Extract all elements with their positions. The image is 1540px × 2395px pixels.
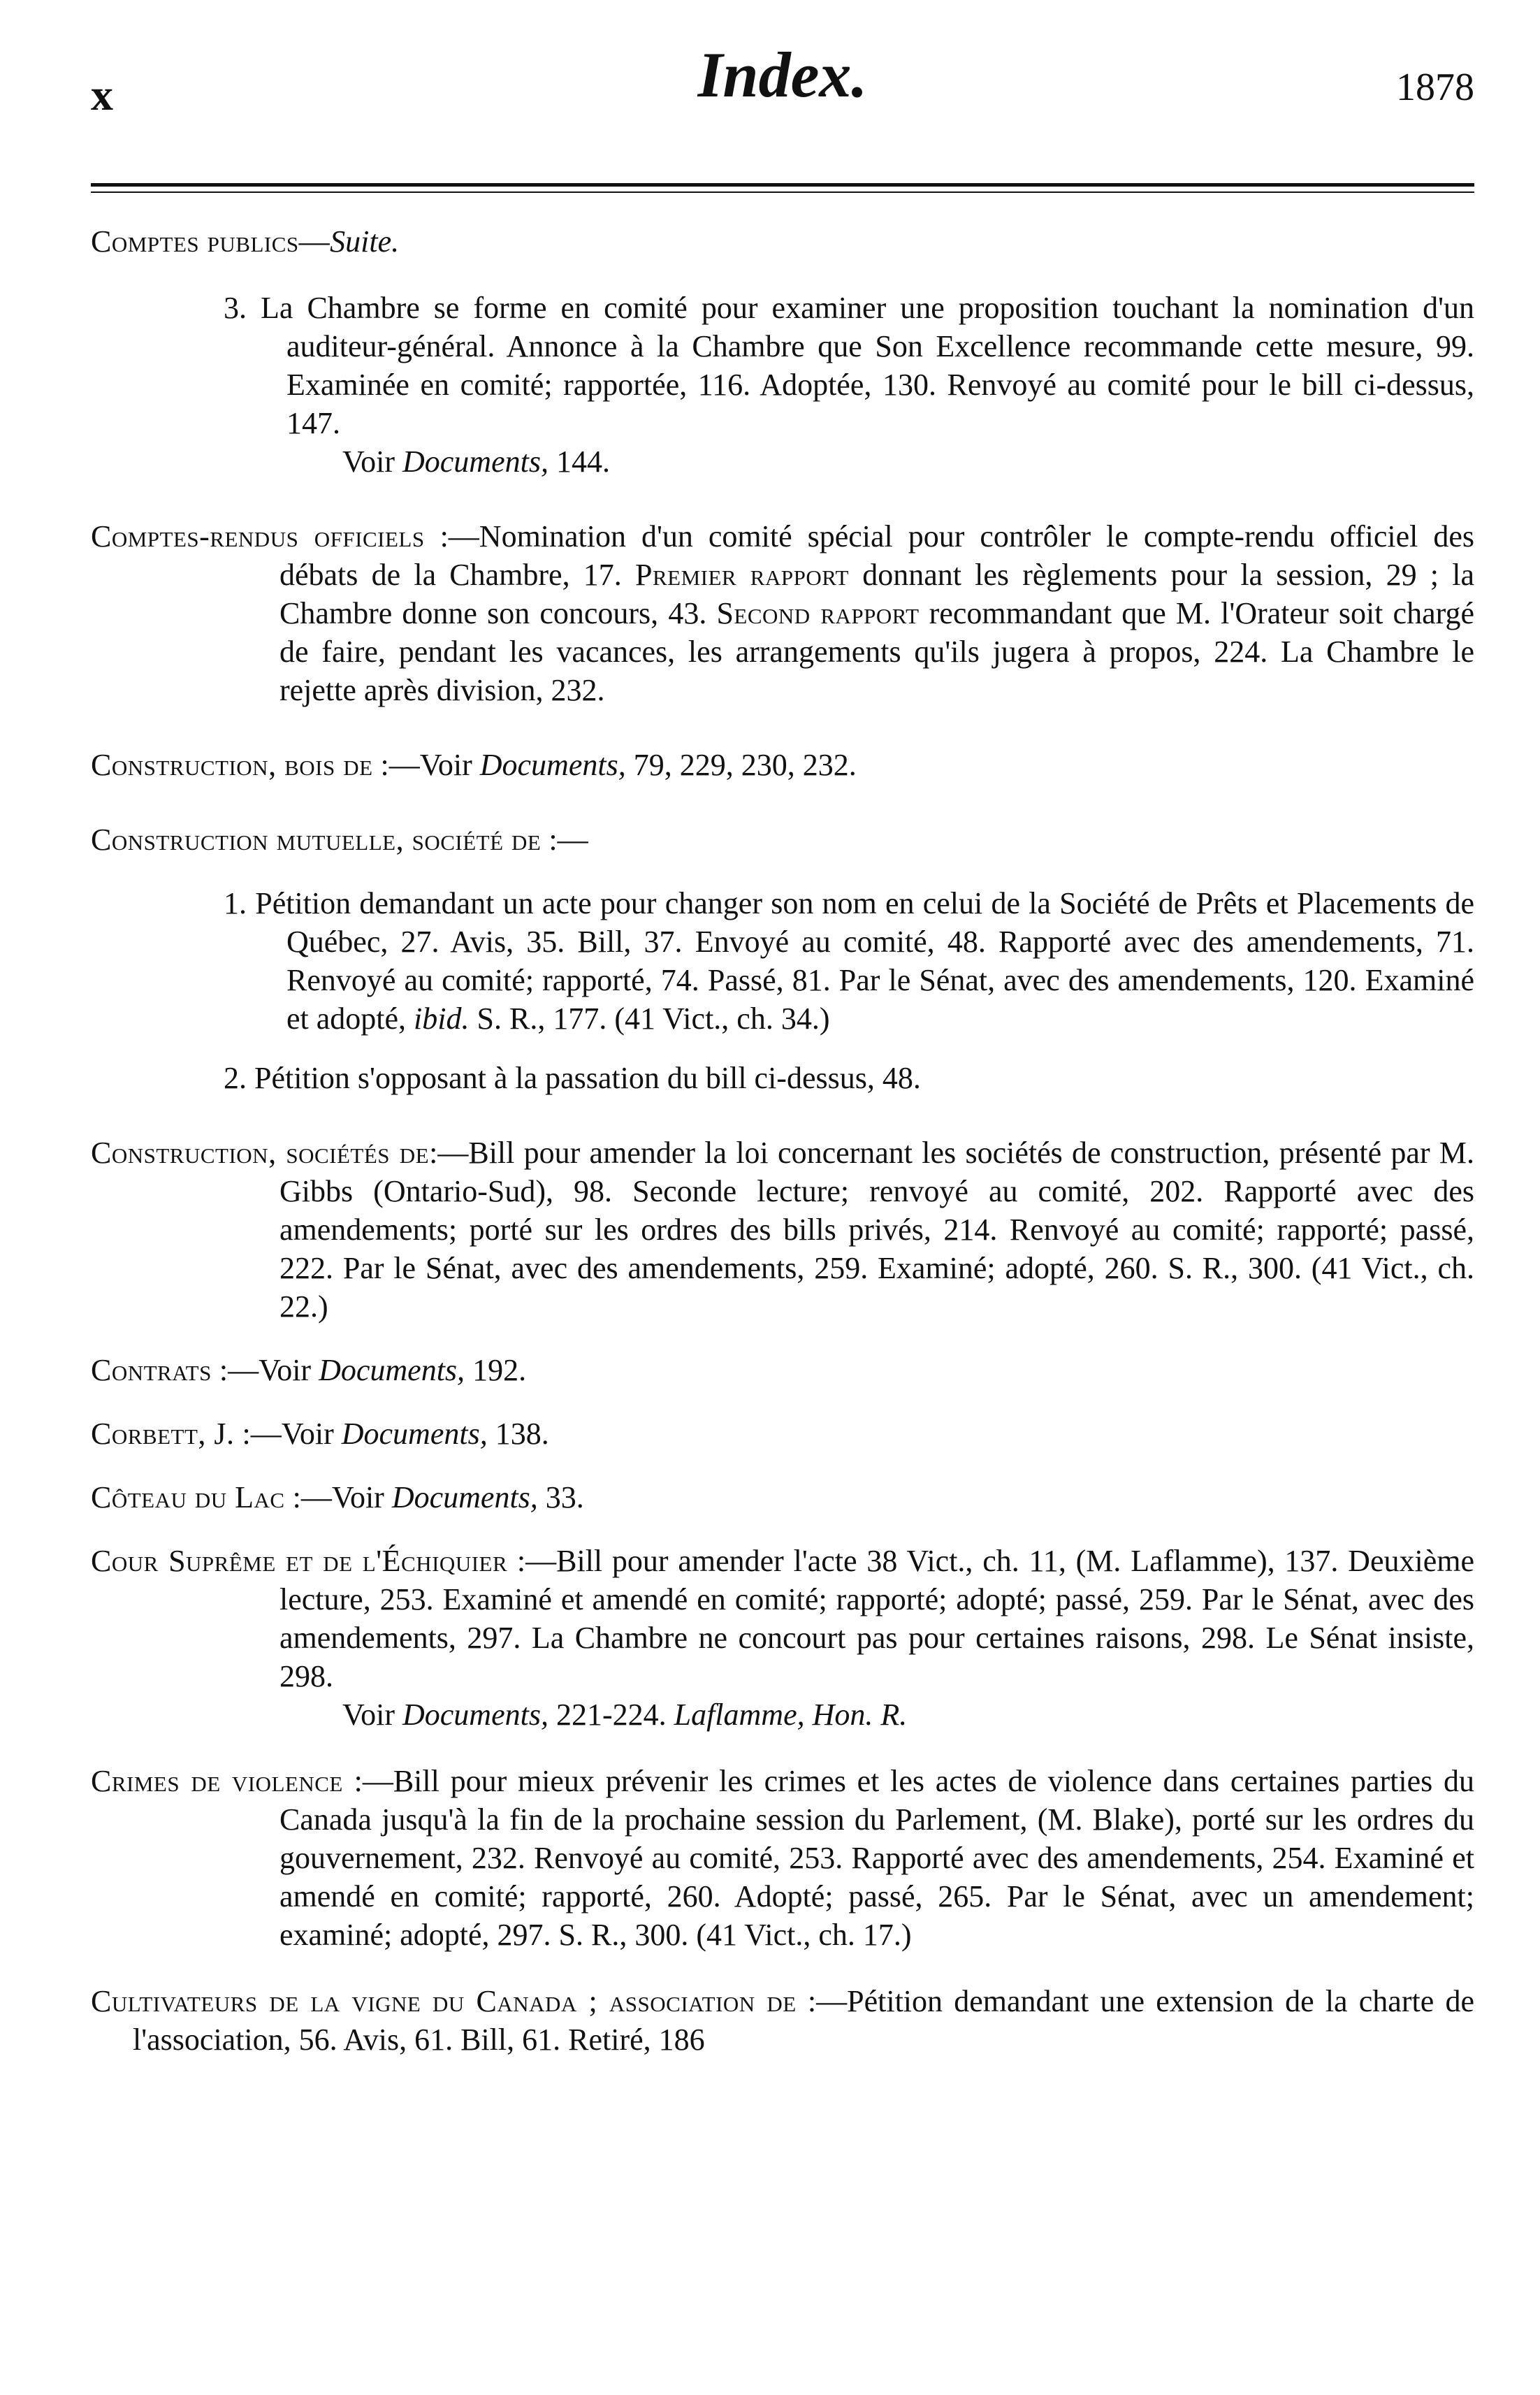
documents-ref: Documents,	[319, 1353, 465, 1387]
entry-construction-bois	[91, 746, 1474, 784]
entry-text: donnant les règlements pour la session, 29 ; la Chambre donne son concours, 43.	[279, 558, 1474, 630]
entry-text: :—Bill pour mieux prévenir les crimes et les actes de violence dans certaines parties du Canada jusqu'à la fin de la prochaine session du Parlement, (M. Blake), porté sur les ordres du gouvernement, 232. Renvoyé au comité, 253. Rapporté avec des amendements, 254. Examiné et amendé en comité; rapporté, 260. Adopté; passé, 265. Par le Sénat, avec un amendement; examiné; adopté, 297. S. R., 300. (41 Vict., ch. 17.)	[279, 1764, 1474, 1952]
entry-coteau-du-lac	[91, 1478, 1474, 1517]
entry-term: Côteau du Lac	[91, 1480, 285, 1514]
entry-text: :—	[541, 823, 588, 857]
entry-text: :—Voir	[211, 1353, 319, 1387]
page-ref: 144.	[548, 444, 610, 479]
page-ref: 33.	[537, 1480, 584, 1514]
page-header	[91, 39, 1474, 140]
entry-construction-mutuelle-1	[91, 884, 1474, 1038]
page-ref: 138.	[487, 1417, 549, 1451]
entry-term: Cour Suprême et de l'Échiquier	[91, 1544, 508, 1578]
entry-text: :—Bill pour amender l'acte 38 Vict., ch. 11, (M. Laflamme), 137. Deuxième lecture, 253. Examiné et amendé en comité; rapporté; adopté; passé, 259. Par le Sénat, avec des amendements, 297. La Chambre ne concourt pas pour certaines raisons, 298. Le Sénat insiste, 298.	[279, 1544, 1474, 1693]
entry-comptes-publics-3	[91, 289, 1474, 481]
page-number-roman: x	[91, 70, 113, 120]
entry-crimes-de-violence	[91, 1762, 1474, 1954]
entry-text: :—Nomination d'un comité spécial pour contrôler le compte-rendu officiel des débats de la Chambre, 17.	[279, 519, 1475, 592]
entry-term: Comptes-rendus officiels	[91, 519, 425, 553]
entry-text: :—Voir	[372, 748, 480, 782]
page-year: 1878	[1396, 66, 1474, 109]
entry-suite: Suite.	[330, 224, 400, 259]
entry-comptes-publics	[91, 222, 1474, 261]
documents-ref: Documents,	[479, 748, 626, 782]
header-rule-thick	[91, 183, 1474, 187]
entry-term: Corbett, J.	[91, 1417, 235, 1451]
page-ref: 192.	[465, 1353, 527, 1387]
entry-construction-mutuelle	[91, 820, 1474, 859]
entry-text: :—Bill pour amender la loi concernant les sociétés de construction, présenté par M. Gibbs (Ontario-Sud), 98. Seconde lecture; renvoyé au comité, 202. Rapporté avec des amendements; porté sur les ordres des bills privés, 214. Renvoyé au comité; rapporté; passé, 222. Par le Sénat, avec des amendements, 259. Examiné; adopté, 260. S. R., 300. (41 Vict., ch. 22.)	[279, 1136, 1475, 1324]
voir-label: Voir	[342, 1698, 402, 1732]
entry-term: Contrats	[91, 1353, 212, 1387]
entry-construction-societes	[91, 1134, 1474, 1326]
premier-rapport: Premier rapport	[635, 558, 849, 592]
entry-text: recommandant que M. l'Orateur soit chargé de faire, pendant les vacances, les arrangements qu'ils jugera à propos, 224. La Chambre le rejette après division, 232.	[279, 596, 1474, 707]
documents-ref: Documents,	[402, 1698, 549, 1732]
sub-entry-text: 3. La Chambre se forme en comité pour examiner une proposition touchant la nomination d'un auditeur-général. Annonce à la Chambre que Son Excellence recommande cette mesure, 99. Examinée en comité; rapportée, 116. Adoptée, 130. Renvoyé au comité pour le bill ci-dessus, 147.	[224, 291, 1474, 440]
sub-entry-text: 2. Pétition s'opposant à la passation du bill ci-dessus, 48.	[224, 1061, 921, 1095]
entry-text: :—Voir	[284, 1480, 392, 1514]
entry-text: :—Pétition demandant une extension de la charte de l'association, 56. Avis, 61. Bill, 61. Retiré, 186	[133, 1984, 1474, 2057]
ibid-ref: ibid.	[414, 1001, 470, 1036]
entry-term: Crimes de violence	[91, 1764, 343, 1798]
entry-term: Construction, sociétés de	[91, 1136, 430, 1170]
voir-label: Voir	[342, 444, 402, 479]
documents-ref: Documents,	[341, 1417, 488, 1451]
page-title: Index.	[697, 39, 868, 110]
second-rapport: Second rapport	[716, 596, 920, 630]
entry-cour-supreme	[91, 1542, 1474, 1734]
cross-reference	[91, 1695, 1474, 1734]
header-rule-thin	[91, 191, 1474, 193]
entry-term: Construction mutuelle, société de	[91, 823, 542, 857]
entry-text: :—Voir	[234, 1417, 342, 1451]
sub-entry-text: 1. Pétition demandant un acte pour changer son nom en celui de la Société de Prêts et Placements de Québec, 27. Avis, 35. Bill, 37. Envoyé au comité, 48. Rapporté avec des amendements, 71. Renvoyé au comité; rapporté, 74. Passé, 81. Par le Sénat, avec des amendements, 120. Examiné et adopté,	[224, 886, 1474, 1036]
page-ref: 221-224.	[548, 1698, 674, 1732]
entry-contrats	[91, 1351, 1474, 1389]
page-ref: 79, 229, 230, 232.	[625, 748, 857, 782]
entry-body	[91, 1542, 1474, 1695]
entry-construction-mutuelle-2	[91, 1059, 1474, 1097]
entry-term: Construction, bois de	[91, 748, 373, 782]
documents-ref: Documents,	[402, 444, 549, 479]
entry-heading	[91, 222, 1474, 261]
entry-term: Comptes publics—	[91, 224, 330, 259]
laflamme-ref: Laflamme, Hon. R.	[674, 1698, 908, 1732]
entry-term: Cultivateurs de la vigne du Canada ; association de	[91, 1984, 797, 2018]
cross-reference	[91, 442, 1474, 481]
statute-ref: S. R., 177. (41 Vict., ch. 34.)	[469, 1001, 830, 1036]
documents-ref: Documents,	[391, 1480, 538, 1514]
entry-cultivateurs-vigne	[91, 1982, 1474, 2059]
index-content	[91, 222, 1474, 2095]
entry-corbett	[91, 1414, 1474, 1453]
entry-comptes-rendus	[91, 517, 1474, 709]
